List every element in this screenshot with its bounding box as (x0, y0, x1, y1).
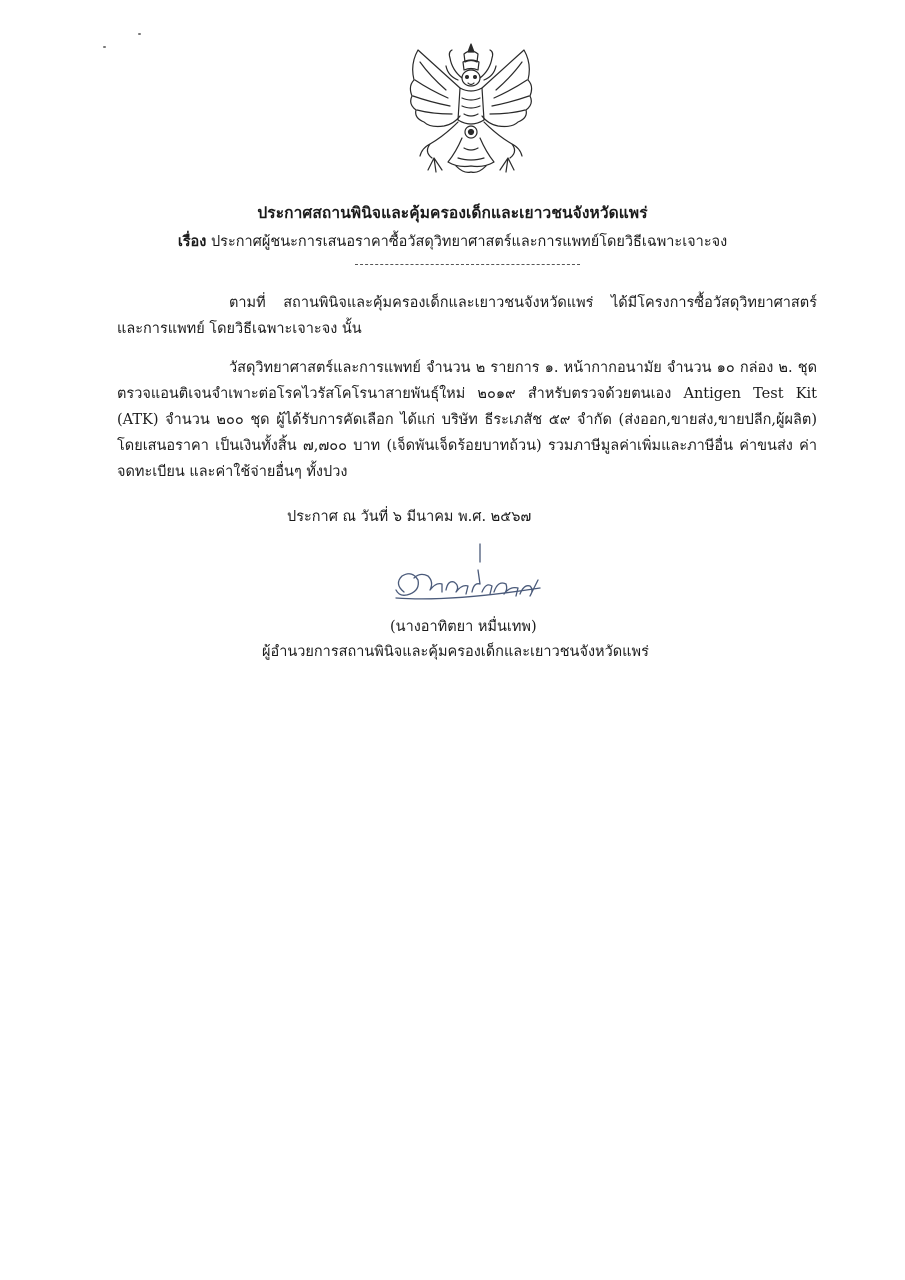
subject-text: ประกาศผู้ชนะการเสนอราคาซื้อวัสดุวิทยาศาสตร์และการแพทย์โดยวิธีเฉพาะเจาะจง (210, 234, 728, 250)
announcement-title: ประกาศสถานพินิจและคุ้มครองเด็กและเยาวชนจังหวัดแพร่ (257, 203, 648, 222)
signer-position: ผู้อำนวยการสถานพินิจและคุ้มครองเด็กและเยาวชนจังหวัดแพร่ (262, 644, 649, 660)
dashed-divider (355, 264, 580, 265)
signer-name: (นางอาทิตยา หมื่นเทพ) (390, 619, 537, 635)
subject-label: เรื่อง (177, 233, 207, 250)
announcement-subject (0, 230, 905, 253)
garuda-emblem-icon (400, 40, 542, 176)
handwritten-signature (390, 540, 570, 610)
scan-speck (138, 33, 141, 35)
announcement-date: ประกาศ ณ วันที่ ๖ มีนาคม พ.ศ. ๒๕๖๗ (287, 509, 532, 525)
paragraph-award-details: วัสดุวิทยาศาสตร์และการแพทย์ จำนวน ๒ รายการ ๑. หน้ากากอนามัย จำนวน ๑๐ กล่อง ๒. ชุดตรวจแอนติเจนจำเพาะต่อโรคไวรัสโคโรนาสายพันธุ์ใหม่ ๒๐๑๙ สำหรับตรวจด้วยตนเอง Antigen Test Kit (ATK) จำนวน ๒๐๐ ชุด ผู้ได้รับการคัดเลือก ได้แก่ บริษัท ธีระเภสัช ๕๙ จำกัด (ส่งออก,ขายส่ง,ขายปลีก,ผู้ผลิต) โดยเสนอราคา เป็นเงินทั้งสิ้น ๗,๗๐๐ บาท (เจ็ดพันเจ็ดร้อยบาทถ้วน) รวมภาษีมูลค่าเพิ่มและภาษีอื่น ค่าขนส่ง ค่าจดทะเบียน และค่าใช้จ่ายอื่นๆ ทั้งปวง (117, 360, 817, 480)
paragraph-project-intro: ตามที่ สถานพินิจและคุ้มครองเด็กและเยาวชนจังหวัดแพร่ ได้มีโครงการซื้อวัสดุวิทยาศาสตร์และการแพทย์ โดยวิธีเฉพาะเจาะจง นั้น (117, 295, 817, 337)
scan-speck (103, 46, 106, 48)
